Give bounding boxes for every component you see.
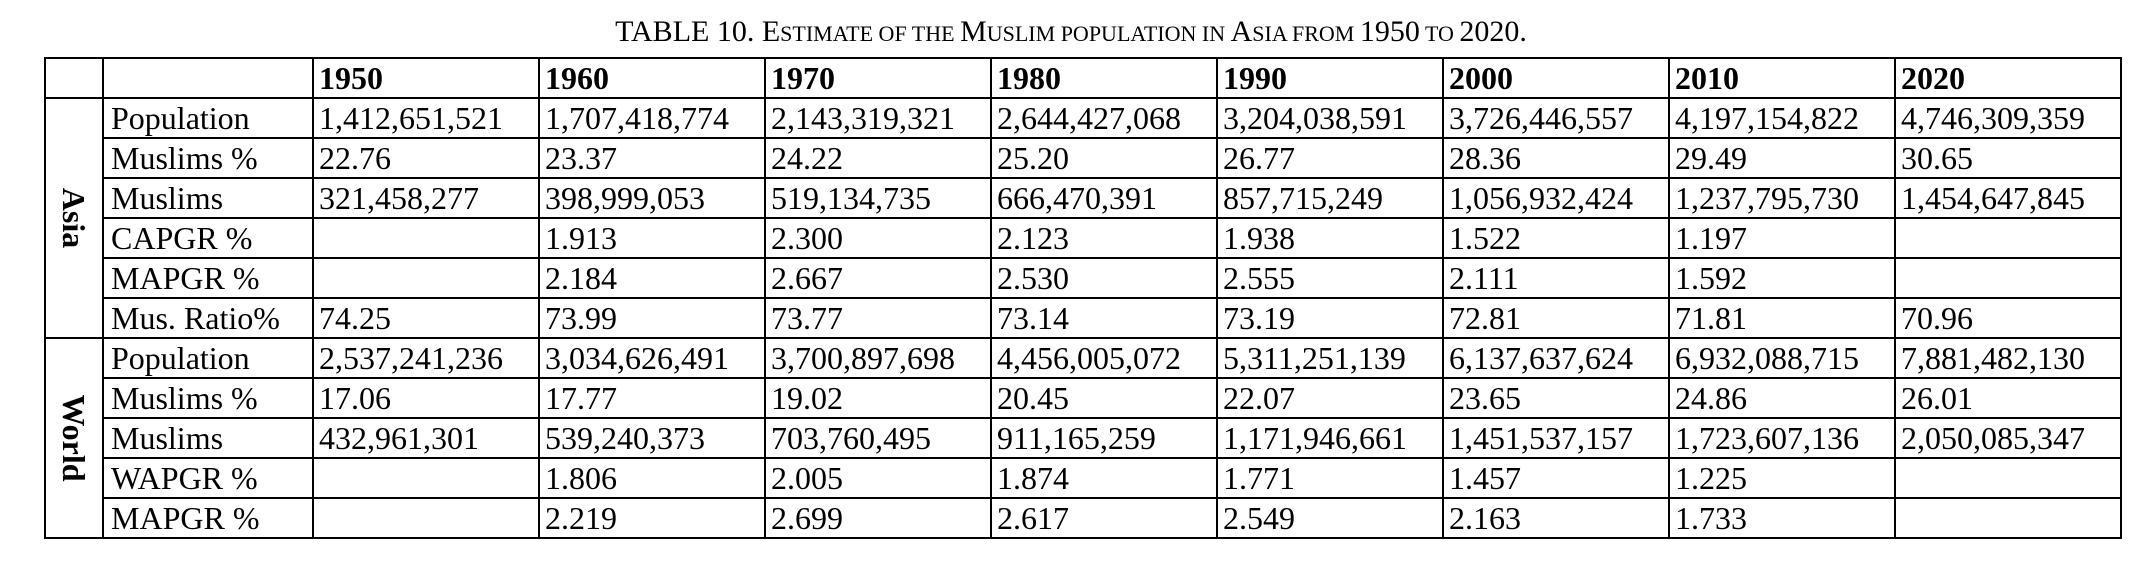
row-label: MAPGR %	[103, 258, 313, 298]
region-label: World	[56, 394, 92, 482]
table-row	[45, 218, 2121, 258]
value-cell: 24.86	[1669, 378, 1895, 418]
table-row	[45, 418, 2121, 458]
value-cell: 7,881,482,130	[1895, 338, 2121, 378]
value-cell	[313, 498, 539, 538]
value-cell: 1.938	[1217, 218, 1443, 258]
value-cell: 857,715,249	[1217, 178, 1443, 218]
value-cell: 2.123	[991, 218, 1217, 258]
value-cell: 2,143,319,321	[765, 98, 991, 138]
value-cell: 23.65	[1443, 378, 1669, 418]
value-cell: 1,707,418,774	[539, 98, 765, 138]
table-row	[45, 178, 2121, 218]
value-cell	[313, 258, 539, 298]
value-cell: 3,204,038,591	[1217, 98, 1443, 138]
value-cell: 72.81	[1443, 298, 1669, 338]
value-cell: 30.65	[1895, 138, 2121, 178]
value-cell: 2,644,427,068	[991, 98, 1217, 138]
value-cell	[1895, 458, 2121, 498]
value-cell: 539,240,373	[539, 418, 765, 458]
value-cell: 2,537,241,236	[313, 338, 539, 378]
value-cell: 2.300	[765, 218, 991, 258]
table-header	[45, 58, 2121, 98]
value-cell: 1.806	[539, 458, 765, 498]
value-cell: 1,237,795,730	[1669, 178, 1895, 218]
year-header: 1980	[991, 58, 1217, 98]
region-cell	[45, 98, 103, 338]
value-cell: 1.913	[539, 218, 765, 258]
row-label: Muslims	[103, 418, 313, 458]
value-cell: 74.25	[313, 298, 539, 338]
table-caption	[0, 14, 2142, 52]
value-cell: 3,034,626,491	[539, 338, 765, 378]
region-cell	[45, 338, 103, 538]
table-body	[45, 98, 2121, 538]
value-cell: 25.20	[991, 138, 1217, 178]
header-corner	[103, 58, 313, 98]
year-header: 1970	[765, 58, 991, 98]
value-cell: 2.219	[539, 498, 765, 538]
row-label: CAPGR %	[103, 218, 313, 258]
value-cell: 70.96	[1895, 298, 2121, 338]
value-cell: 2.111	[1443, 258, 1669, 298]
value-cell: 432,961,301	[313, 418, 539, 458]
row-label: Muslims %	[103, 378, 313, 418]
value-cell: 26.77	[1217, 138, 1443, 178]
value-cell: 666,470,391	[991, 178, 1217, 218]
value-cell: 6,932,088,715	[1669, 338, 1895, 378]
value-cell: 1.592	[1669, 258, 1895, 298]
row-label: Population	[103, 98, 313, 138]
value-cell: 3,700,897,698	[765, 338, 991, 378]
value-cell: 4,456,005,072	[991, 338, 1217, 378]
caption-segment: MUSLIM POPULATION IN	[960, 15, 1231, 48]
value-cell: 4,197,154,822	[1669, 98, 1895, 138]
value-cell: 2.667	[765, 258, 991, 298]
value-cell: 2.005	[765, 458, 991, 498]
table-row	[45, 338, 2121, 378]
table-row	[45, 378, 2121, 418]
table-row	[45, 98, 2121, 138]
region-label: Asia	[56, 187, 92, 249]
value-cell: 73.99	[539, 298, 765, 338]
value-cell: 2.549	[1217, 498, 1443, 538]
value-cell: 73.14	[991, 298, 1217, 338]
table-row	[45, 138, 2121, 178]
value-cell: 703,760,495	[765, 418, 991, 458]
value-cell: 2.184	[539, 258, 765, 298]
caption-segment: 1950 TO	[1359, 15, 1460, 48]
caption-segment: 2020.	[1459, 15, 1527, 48]
value-cell: 2.163	[1443, 498, 1669, 538]
population-table	[44, 57, 2122, 539]
value-cell	[1895, 498, 2121, 538]
value-cell: 4,746,309,359	[1895, 98, 2121, 138]
value-cell: 5,311,251,139	[1217, 338, 1443, 378]
header-corner	[45, 58, 103, 98]
value-cell: 19.02	[765, 378, 991, 418]
value-cell: 2.555	[1217, 258, 1443, 298]
value-cell: 519,134,735	[765, 178, 991, 218]
caption-segment: STIMATE OF THE	[780, 21, 961, 46]
value-cell: 28.36	[1443, 138, 1669, 178]
value-cell: 2,050,085,347	[1895, 418, 2121, 458]
caption-segment: ASIA FROM	[1230, 15, 1360, 48]
value-cell: 26.01	[1895, 378, 2121, 418]
value-cell: 1.522	[1443, 218, 1669, 258]
header-row	[45, 58, 2121, 98]
value-cell: 71.81	[1669, 298, 1895, 338]
value-cell: 2.699	[765, 498, 991, 538]
value-cell	[1895, 258, 2121, 298]
value-cell: 1.733	[1669, 498, 1895, 538]
row-label: Population	[103, 338, 313, 378]
year-header: 2000	[1443, 58, 1669, 98]
value-cell: 2.530	[991, 258, 1217, 298]
table-row	[45, 498, 2121, 538]
year-header: 1950	[313, 58, 539, 98]
value-cell: 22.76	[313, 138, 539, 178]
value-cell: 29.49	[1669, 138, 1895, 178]
year-header: 1990	[1217, 58, 1443, 98]
year-header: 2010	[1669, 58, 1895, 98]
value-cell: 321,458,277	[313, 178, 539, 218]
value-cell: 1.457	[1443, 458, 1669, 498]
value-cell	[1895, 218, 2121, 258]
row-label: Muslims	[103, 178, 313, 218]
value-cell	[313, 458, 539, 498]
row-label: WAPGR %	[103, 458, 313, 498]
table-row	[45, 258, 2121, 298]
value-cell: 24.22	[765, 138, 991, 178]
value-cell: 1,056,932,424	[1443, 178, 1669, 218]
value-cell: 1.874	[991, 458, 1217, 498]
row-label: MAPGR %	[103, 498, 313, 538]
value-cell: 1.197	[1669, 218, 1895, 258]
value-cell: 1,451,537,157	[1443, 418, 1669, 458]
value-cell: 1.225	[1669, 458, 1895, 498]
value-cell: 911,165,259	[991, 418, 1217, 458]
row-label: Muslims %	[103, 138, 313, 178]
value-cell: 73.19	[1217, 298, 1443, 338]
year-header: 1960	[539, 58, 765, 98]
table-row	[45, 298, 2121, 338]
caption-lead: TABLE 10. E	[615, 15, 781, 48]
value-cell: 17.77	[539, 378, 765, 418]
year-header: 2020	[1895, 58, 2121, 98]
value-cell: 1,454,647,845	[1895, 178, 2121, 218]
value-cell: 17.06	[313, 378, 539, 418]
table-row	[45, 458, 2121, 498]
value-cell	[313, 218, 539, 258]
value-cell: 398,999,053	[539, 178, 765, 218]
value-cell: 2.617	[991, 498, 1217, 538]
value-cell: 1,412,651,521	[313, 98, 539, 138]
value-cell: 1,171,946,661	[1217, 418, 1443, 458]
value-cell: 1.771	[1217, 458, 1443, 498]
value-cell: 73.77	[765, 298, 991, 338]
value-cell: 23.37	[539, 138, 765, 178]
value-cell: 20.45	[991, 378, 1217, 418]
value-cell: 22.07	[1217, 378, 1443, 418]
value-cell: 3,726,446,557	[1443, 98, 1669, 138]
value-cell: 1,723,607,136	[1669, 418, 1895, 458]
value-cell: 6,137,637,624	[1443, 338, 1669, 378]
row-label: Mus. Ratio%	[103, 298, 313, 338]
